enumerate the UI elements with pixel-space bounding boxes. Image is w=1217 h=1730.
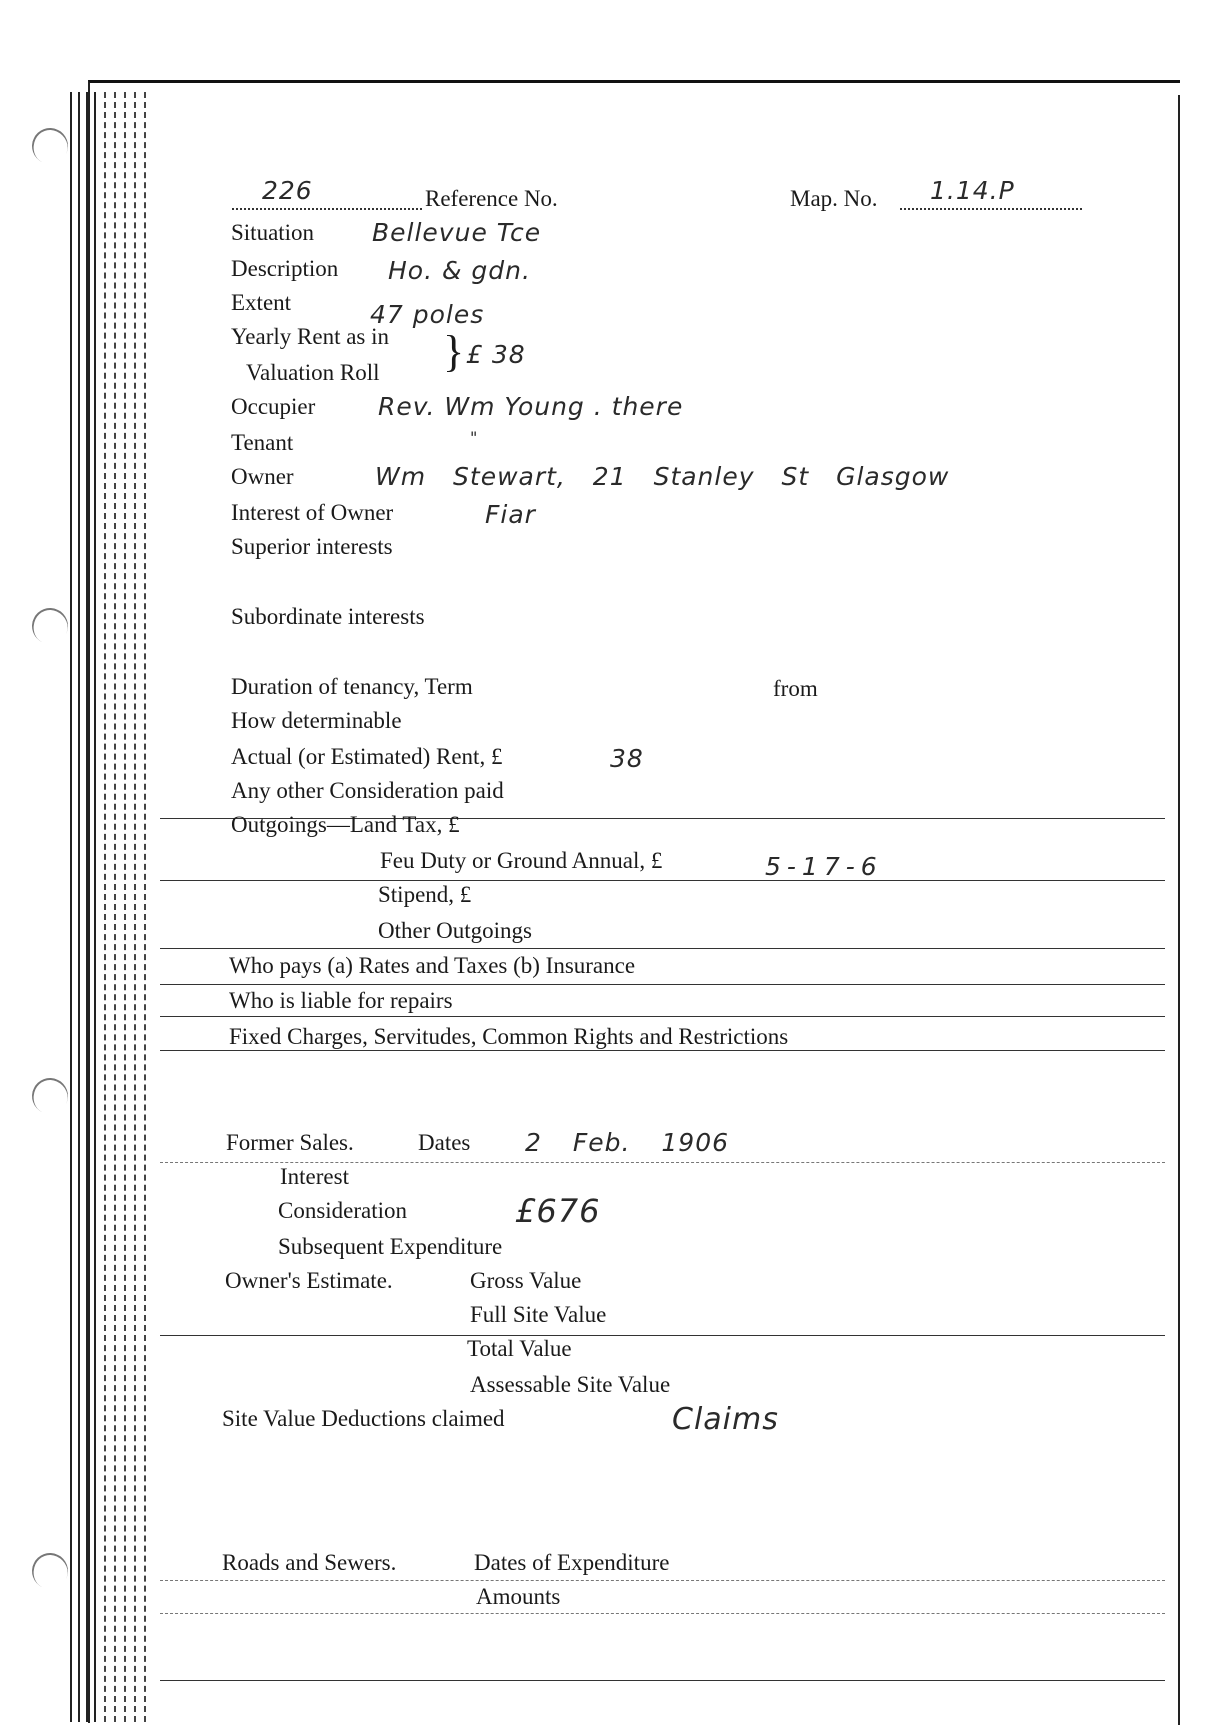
- extent-label: Extent: [231, 290, 292, 315]
- map-number: 1.14.P: [930, 176, 1015, 205]
- occupier-value: Rev. Wm Young . there: [378, 392, 684, 421]
- reference-number: 226: [262, 176, 313, 205]
- site-deductions-value: Claims: [672, 1402, 779, 1437]
- brace-symbol: }: [443, 327, 465, 376]
- ruled-line: [160, 1335, 1165, 1336]
- actual-rent-label: Actual (or Estimated) Rent, £: [231, 744, 503, 769]
- tenant-label: Tenant: [231, 430, 294, 455]
- map-dotted-line: [900, 208, 1082, 210]
- extent-value: 47 poles: [370, 300, 485, 329]
- site-deductions-label: Site Value Deductions claimed: [222, 1406, 505, 1431]
- subsequent-expenditure-label: Subsequent Expenditure: [278, 1234, 503, 1259]
- situation-label: Situation: [231, 220, 315, 245]
- feu-duty-label: Feu Duty or Ground Annual, £: [380, 848, 663, 873]
- dates-label: Dates: [418, 1130, 471, 1155]
- how-determinable-label: How determinable: [231, 708, 402, 733]
- outgoings-label: Outgoings—Land Tax, £: [231, 812, 460, 837]
- punch-hole: [26, 1547, 74, 1595]
- consideration-value: £676: [515, 1192, 601, 1230]
- yearly-rent-value: £ 38: [466, 340, 526, 369]
- other-outgoings-label: Other Outgoings: [378, 918, 532, 943]
- from-label: from: [773, 676, 818, 701]
- owners-estimate-label: Owner's Estimate.: [225, 1268, 393, 1293]
- yearly-rent-label: Yearly Rent as in: [231, 324, 390, 349]
- right-page-edge: [1178, 95, 1180, 1725]
- feu-duty-value: 5-17-6: [765, 852, 883, 881]
- interest-label: Interest: [280, 1164, 349, 1189]
- map-label: Map. No.: [790, 186, 878, 211]
- other-consideration-label: Any other Consideration paid: [231, 778, 504, 803]
- ruled-line: [160, 1016, 1165, 1017]
- interest-of-owner-label: Interest of Owner: [231, 500, 394, 525]
- total-value-label: Total Value: [467, 1336, 572, 1361]
- ruled-line: [160, 1050, 1165, 1051]
- stipend-label: Stipend, £: [378, 882, 472, 907]
- tenant-value: ": [470, 428, 479, 447]
- situation-value: Bellevue Tce: [372, 218, 542, 247]
- dates-value: 2 Feb. 1906: [525, 1128, 729, 1157]
- occupier-label: Occupier: [231, 394, 316, 419]
- assessable-site-value-label: Assessable Site Value: [470, 1372, 671, 1397]
- ruled-line: [160, 1580, 1165, 1581]
- roads-sewers-label: Roads and Sewers.: [222, 1550, 397, 1575]
- ruled-line: [160, 1680, 1165, 1681]
- subordinate-interests-label: Subordinate interests: [231, 604, 425, 629]
- full-site-value-label: Full Site Value: [470, 1302, 607, 1327]
- ruled-line: [160, 984, 1165, 985]
- owner-value: Wm Stewart, 21 Stanley St Glasgow: [375, 462, 950, 491]
- description-label: Description: [231, 256, 339, 281]
- punch-hole: [26, 602, 74, 650]
- fixed-charges-label: Fixed Charges, Servitudes, Common Rights and Restrictions: [229, 1024, 789, 1049]
- reference-label: Reference No.: [425, 186, 558, 211]
- who-pays-label: Who pays (a) Rates and Taxes (b) Insurance: [229, 953, 636, 978]
- ruled-line: [160, 1162, 1165, 1163]
- ruled-line: [160, 1613, 1165, 1614]
- reference-dotted-line: [232, 208, 422, 210]
- gross-value-label: Gross Value: [470, 1268, 582, 1293]
- ruled-line: [160, 948, 1165, 949]
- former-sales-label: Former Sales.: [226, 1130, 354, 1155]
- interest-of-owner-value: Fiar: [485, 500, 536, 529]
- description-value: Ho. & gdn.: [388, 256, 531, 285]
- repairs-label: Who is liable for repairs: [229, 988, 453, 1013]
- dates-of-expenditure-label: Dates of Expenditure: [474, 1550, 670, 1575]
- owner-label: Owner: [231, 464, 294, 489]
- valuation-roll-label: Valuation Roll: [246, 360, 380, 385]
- superior-interests-label: Superior interests: [231, 534, 393, 559]
- punch-hole: [26, 1072, 74, 1120]
- binding-strip: [70, 92, 160, 1722]
- amounts-label: Amounts: [476, 1584, 561, 1609]
- actual-rent-value: 38: [610, 744, 644, 773]
- consideration-label: Consideration: [278, 1198, 408, 1223]
- duration-label: Duration of tenancy, Term: [231, 674, 473, 699]
- punch-hole: [26, 122, 74, 170]
- ruled-line: [160, 880, 1165, 881]
